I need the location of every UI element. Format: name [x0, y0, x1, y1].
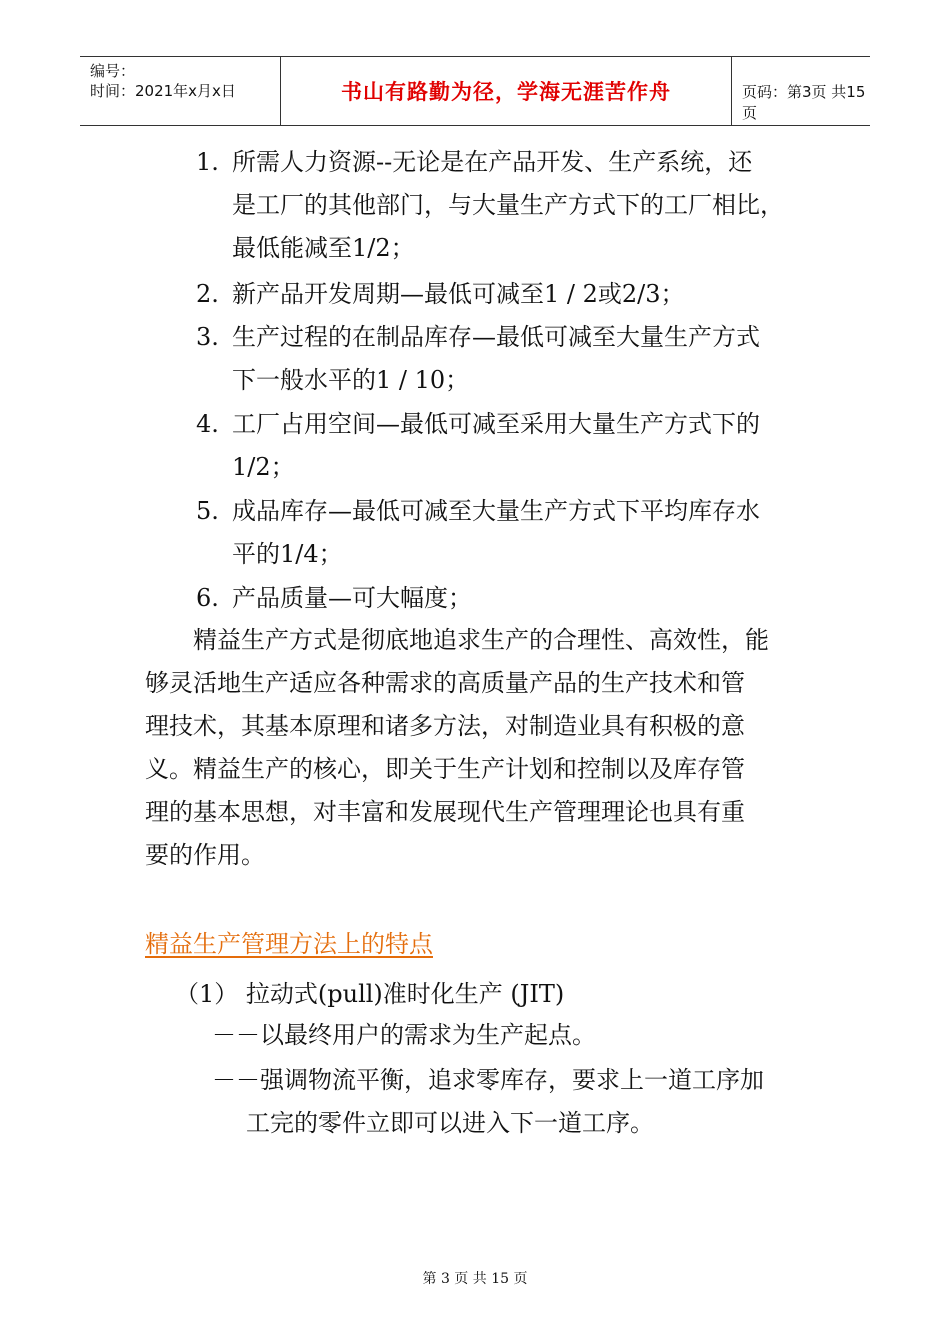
- section-title-link[interactable]: 精益生产管理方法上的特点: [145, 930, 433, 958]
- body-paragraph: [145, 619, 810, 877]
- page-footer: 第 3 页 共 15 页: [422, 1271, 528, 1287]
- list-item-line: 下一般水平的1 / 10；: [232, 366, 470, 394]
- list-item-line: 平的1/4；: [232, 540, 343, 568]
- paragraph-line: 理技术，其基本原理和诸多方法，对制造业具有积极的意: [145, 712, 745, 740]
- list-item-line: 所需人力资源--无论是在产品开发、生产系统，还: [232, 148, 753, 176]
- list-item-number: 4.: [196, 410, 219, 438]
- paragraph-line: 义。精益生产的核心，即关于生产计划和控制以及库存管: [145, 755, 745, 783]
- document-time-label: 时间：2021年x月x日: [90, 82, 236, 100]
- list-item-line: 产品质量—可大幅度；: [232, 584, 472, 612]
- document-number-label: 编号：: [90, 62, 136, 80]
- dash-item-line: －－以最终用户的需求为生产起点。: [212, 1021, 596, 1049]
- list-item-text: [232, 577, 812, 620]
- subheading: （1） 拉动式(pull)准时化生产 (JIT): [175, 980, 565, 1008]
- list-item-line: 1/2；: [232, 453, 295, 481]
- paragraph-line: 理的基本思想，对丰富和发展现代生产管理理论也具有重: [145, 798, 745, 826]
- list-item-number: 3.: [196, 323, 219, 351]
- list-item-line: 新产品开发周期—最低可减至1 / 2或2/3；: [232, 280, 685, 308]
- paragraph-line: 够灵活地生产适应各种需求的高质量产品的生产技术和管: [145, 669, 745, 697]
- list-item-text: [232, 403, 812, 489]
- dash-item-line: －－强调物流平衡，追求零库存，要求上一道工序加: [212, 1066, 764, 1094]
- list-item-number: 5.: [196, 497, 219, 525]
- dash-item: [212, 1059, 764, 1145]
- list-item-text: [232, 490, 812, 576]
- list-item-line: 工厂占用空间—最低可减至采用大量生产方式下的: [232, 410, 760, 438]
- header-page-number: 页码：第3页 共15页: [742, 83, 866, 122]
- header-meta: [90, 61, 236, 101]
- list-item-number: 2.: [196, 280, 219, 308]
- list-item-line: 生产过程的在制品库存—最低可减至大量生产方式: [232, 323, 760, 351]
- dash-item-line: 工完的零件立即可以进入下一道工序。: [246, 1109, 654, 1137]
- list-item-text: [232, 273, 812, 316]
- list-item-line: 成品库存—最低可减至大量生产方式下平均库存水: [232, 497, 760, 525]
- list-item-text: [232, 316, 812, 402]
- dash-item: [212, 1014, 596, 1057]
- list-item-number: 1.: [196, 148, 219, 176]
- paragraph-line: 要的作用。: [145, 841, 265, 869]
- list-item-number: 6.: [196, 584, 219, 612]
- list-item-line: 最低能减至1/2；: [232, 234, 415, 262]
- list-item-line: 是工厂的其他部门，与大量生产方式下的工厂相比，: [232, 191, 784, 219]
- header-motto: 书山有路勤为径，学海无涯苦作舟: [280, 57, 732, 125]
- list-item-text: [232, 141, 812, 270]
- page-header: [80, 56, 870, 126]
- paragraph-line: 精益生产方式是彻底地追求生产的合理性、高效性，能: [193, 626, 769, 654]
